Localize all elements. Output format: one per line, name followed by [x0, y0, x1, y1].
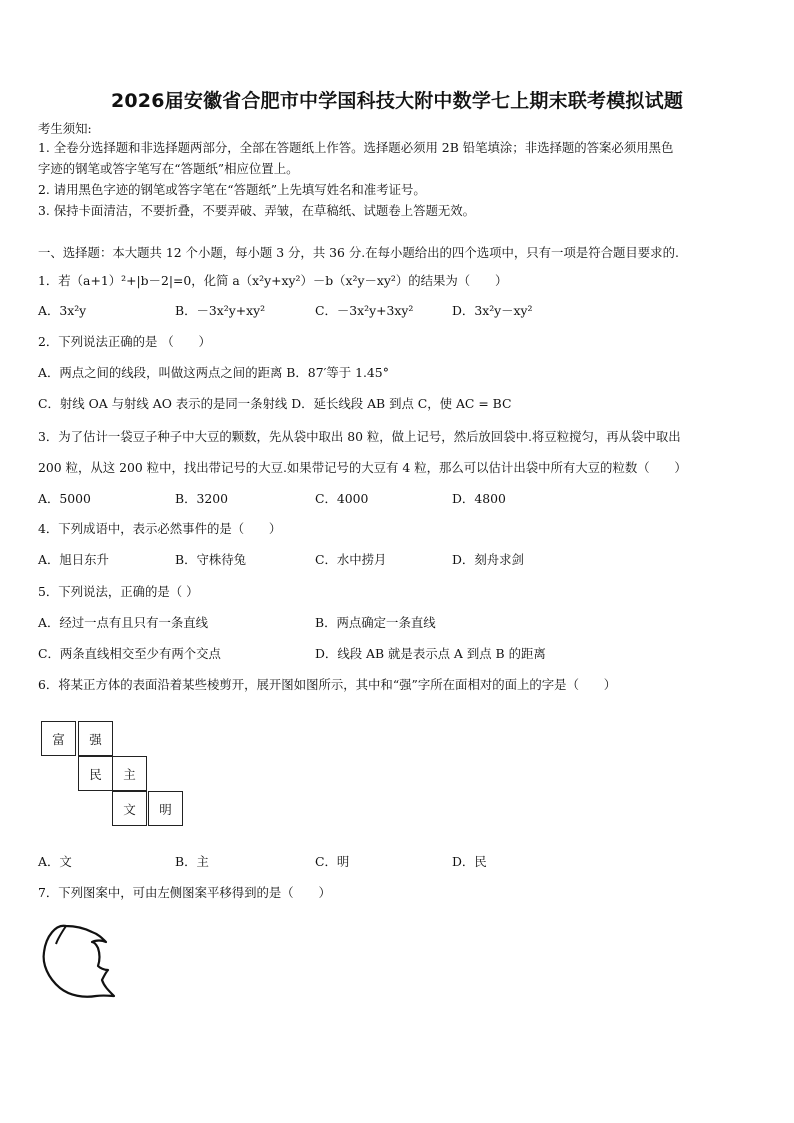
net-cell-min: 民: [78, 756, 113, 791]
net-cell-fu: 富: [41, 721, 76, 756]
notice-line-2: 字迹的钢笔或答字笔写在“答题纸”相应位置上。: [38, 161, 299, 176]
net-cell-zhu: 主: [112, 756, 147, 791]
question-3-option-a: A．5000: [38, 491, 91, 506]
question-3-stem-line-1: 3．为了估计一袋豆子种子中大豆的颗数，先从袋中取出 80 粒，做上记号，然后放回袋中.将豆粒搅匀，再从袋中取出: [38, 429, 681, 444]
question-2-stem: 2．下列说法正确的是 （ ）: [38, 334, 211, 349]
question-3-stem-line-2: 200 粒，从这 200 粒中，找出带记号的大豆.如果带记号的大豆有 4 粒，那么可以估计出袋中所有大豆的粒数（ ）: [38, 460, 687, 475]
notice-heading: 考生须知:: [38, 121, 92, 136]
leaf-figure: [36, 918, 126, 1004]
net-cell-ming: 明: [148, 791, 183, 826]
question-1-option-d: D．3x²y－xy²: [452, 303, 533, 318]
question-3-option-b: B．3200: [175, 491, 229, 506]
question-4-stem: 4．下列成语中，表示必然事件的是（ ）: [38, 521, 282, 536]
question-3-option-c: C．4000: [315, 491, 369, 506]
question-2-options-cd: C．射线 OA 与射线 AO 表示的是同一条射线 D．延长线段 AB 到点 C，使 AC = BC: [38, 396, 512, 411]
notice-line-1: 1. 全卷分选择题和非选择题两部分，全部在答题纸上作答。选择题必须用 2B 铅笔填涂；非选择题的答案必须用黑色: [38, 140, 674, 155]
question-6-option-b: B．主: [175, 854, 209, 869]
question-4-option-c: C．水中捞月: [315, 552, 387, 567]
question-6-option-a: A．文: [38, 854, 72, 869]
net-cell-qiang: 强: [78, 721, 113, 756]
question-5-option-b: B．两点确定一条直线: [315, 615, 436, 630]
notice-line-3: 2. 请用黑色字迹的钢笔或答字笔在“答题纸”上先填写姓名和准考证号。: [38, 182, 426, 197]
question-5-stem: 5．下列说法，正确的是（ ）: [38, 584, 199, 599]
question-1-option-b: B．－3x²y+xy²: [175, 303, 266, 318]
section-heading: 一、选择题：本大题共 12 个小题，每小题 3 分，共 36 分.在每小题给出的四个选项中，只有一项是符合题目要求的.: [38, 245, 679, 260]
notice-line-4: 3. 保持卡面清洁，不要折叠，不要弄破、弄皱，在草稿纸、试题卷上答题无效。: [38, 203, 476, 218]
net-cell-wen: 文: [112, 791, 147, 826]
question-4-option-a: A．旭日东升: [38, 552, 109, 567]
question-7-stem: 7．下列图案中，可由左侧图案平移得到的是（ ）: [38, 885, 331, 900]
question-6-stem: 6．将某正方体的表面沿着某些棱剪开，展开图如图所示，其中和“强”字所在面相对的面上的字是（ ）: [38, 677, 617, 692]
question-4-option-b: B．守株待兔: [175, 552, 247, 567]
question-5-option-a: A．经过一点有且只有一条直线: [38, 615, 209, 630]
question-3-option-d: D．4800: [452, 491, 506, 506]
question-4-option-d: D．刻舟求剑: [452, 552, 524, 567]
question-2-options-ab: A．两点之间的线段，叫做这两点之间的距离 B．87′等于 1.45°: [38, 365, 389, 380]
question-5-option-c: C．两条直线相交至少有两个交点: [38, 646, 221, 661]
question-1-option-c: C．－3x²y+3xy²: [315, 303, 414, 318]
question-6-option-d: D．民: [452, 854, 487, 869]
question-1-stem: 1．若（a+1）²+|b－2|=0，化简 a（x²y+xy²）－b（x²y－xy²）的结果为（ ）: [38, 273, 508, 288]
question-6-option-c: C．明: [315, 854, 350, 869]
question-5-option-d: D．线段 AB 就是表示点 A 到点 B 的距离: [315, 646, 546, 661]
question-1-option-a: A．3x²y: [38, 303, 87, 318]
page-title: 2026届安徽省合肥市中学国科技大附中数学七上期末联考模拟试题: [110, 90, 684, 112]
